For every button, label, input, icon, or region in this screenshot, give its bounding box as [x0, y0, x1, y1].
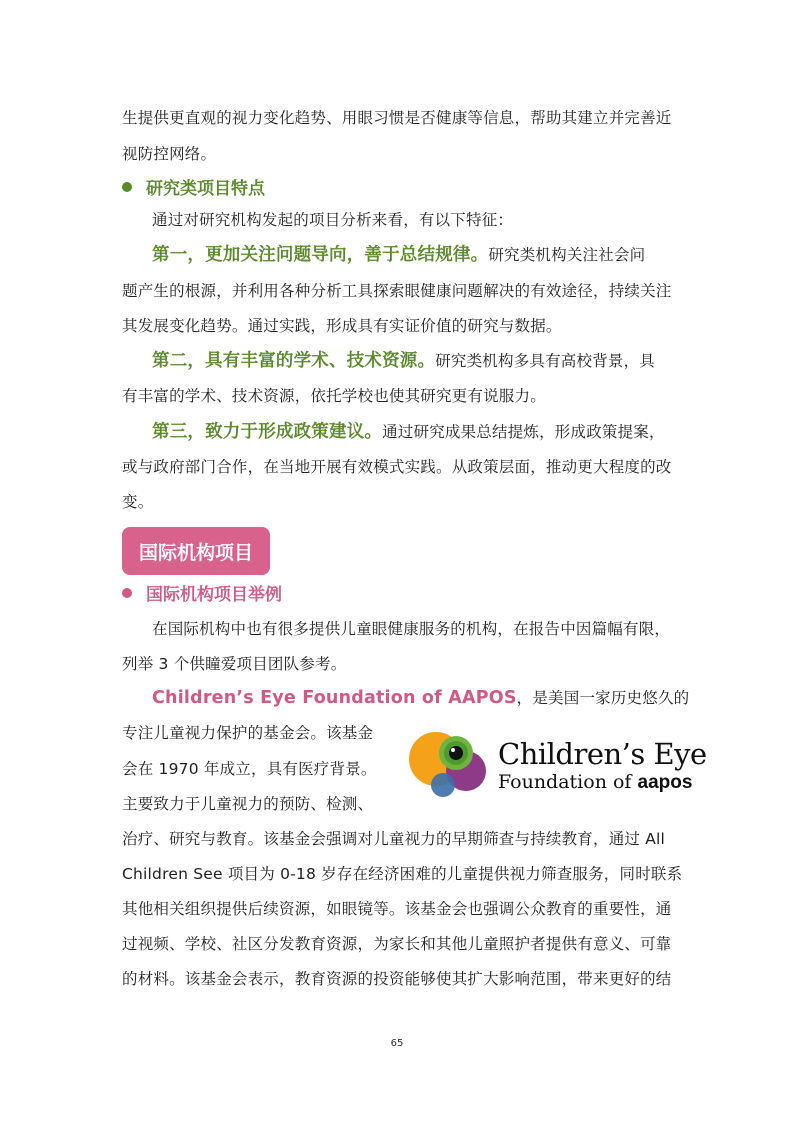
point-1-title: 第一，更加关注问题导向，善于总结规律。: [152, 245, 489, 265]
logo-title: Children’s Eye: [498, 737, 707, 771]
bullet-dot: [122, 588, 132, 598]
research-point-2: [152, 351, 674, 371]
research-point-3-line-3: 变。: [122, 493, 154, 511]
research-point-3: [152, 422, 674, 442]
org-intro-line: [152, 688, 690, 708]
international-intro-line-1: 在国际机构中也有很多提供儿童眼健康服务的机构，在报告中因篇幅有限，: [152, 620, 671, 638]
childrens-eye-logo: [408, 727, 707, 803]
research-heading: [122, 174, 265, 199]
research-point-3-line-2: 或与政府部门合作，在当地开展有效模式实践。从政策层面，推动更大程度的改: [122, 458, 672, 476]
bullet-dot: [122, 182, 132, 192]
org-name: Children’s Eye Foundation of AAPOS: [152, 688, 517, 708]
point-3-title: 第三，致力于形成政策建议。: [152, 422, 383, 442]
org-line-5: 治疗、研究与教育。该基金会强调对儿童视力的早期筛查与持续教育，通过 All: [122, 830, 666, 848]
point-2-title: 第二，具有丰富的学术、技术资源。: [152, 351, 436, 371]
research-point-1-line-2: 题产生的根源，并利用各种分析工具探索眼健康问题解决的有效途径，持续关注: [122, 282, 672, 300]
point-2-text: 研究类机构多具有高校背景，具: [435, 352, 656, 370]
org-line-6: Children See 项目为 0-18 岁存在经济困难的儿童提供视力筛查服务，同时联系: [122, 865, 683, 883]
org-line-3: 会在 1970 年成立，具有医疗背景。: [122, 760, 377, 778]
point-3-text: 通过研究成果总结提炼，形成政策提案，: [382, 423, 665, 441]
intro-line-1: 生提供更直观的视力变化趋势、用眼习惯是否健康等信息，帮助其建立并完善近: [122, 109, 672, 127]
page-number: 65: [390, 1038, 404, 1049]
research-heading-text: 研究类项目特点: [146, 179, 265, 199]
research-point-2-line-2: 有丰富的学术、技术资源，依托学校也使其研究更有说服力。: [122, 387, 546, 405]
intro-line-2: 视防控网络。: [122, 145, 217, 163]
org-line-9: 的材料。该基金会表示，教育资源的投资能够使其扩大影响范围，带来更好的结: [122, 970, 672, 988]
org-line-2: 专注儿童视力保护的基金会。该基金: [122, 724, 374, 742]
logo-sub-prefix: Foundation of: [498, 771, 638, 793]
international-heading-text: 国际机构项目举例: [146, 585, 282, 605]
section-tag: 国际机构项目: [122, 527, 270, 575]
org-line-4: 主要致力于儿童视力的预防、检测、: [122, 795, 374, 813]
org-line-8: 过视频、学校、社区分发教育资源，为家长和其他儿童照护者提供有意义、可靠: [122, 935, 672, 953]
international-heading: [122, 580, 282, 605]
logo-subtitle: [498, 771, 692, 794]
international-intro-line-2: 列举 3 个供瞳爱项目团队参考。: [122, 655, 347, 673]
org-line-7: 其他相关组织提供后续资源，如眼镜等。该基金会也强调公众教育的重要性，通: [122, 900, 672, 918]
point-1-text: 研究类机构关注社会问: [488, 246, 646, 264]
logo-brand: aapos: [637, 772, 693, 793]
org-intro-text: ，是美国一家历史悠久的: [516, 689, 690, 707]
research-point-1-line-3: 其发展变化趋势。通过实践，形成具有实证价值的研究与数据。: [122, 317, 562, 335]
eye-emblem-icon: [408, 727, 494, 803]
research-intro: 通过对研究机构发起的项目分析来看，有以下特征：: [152, 211, 514, 229]
research-point-1: [152, 245, 674, 265]
